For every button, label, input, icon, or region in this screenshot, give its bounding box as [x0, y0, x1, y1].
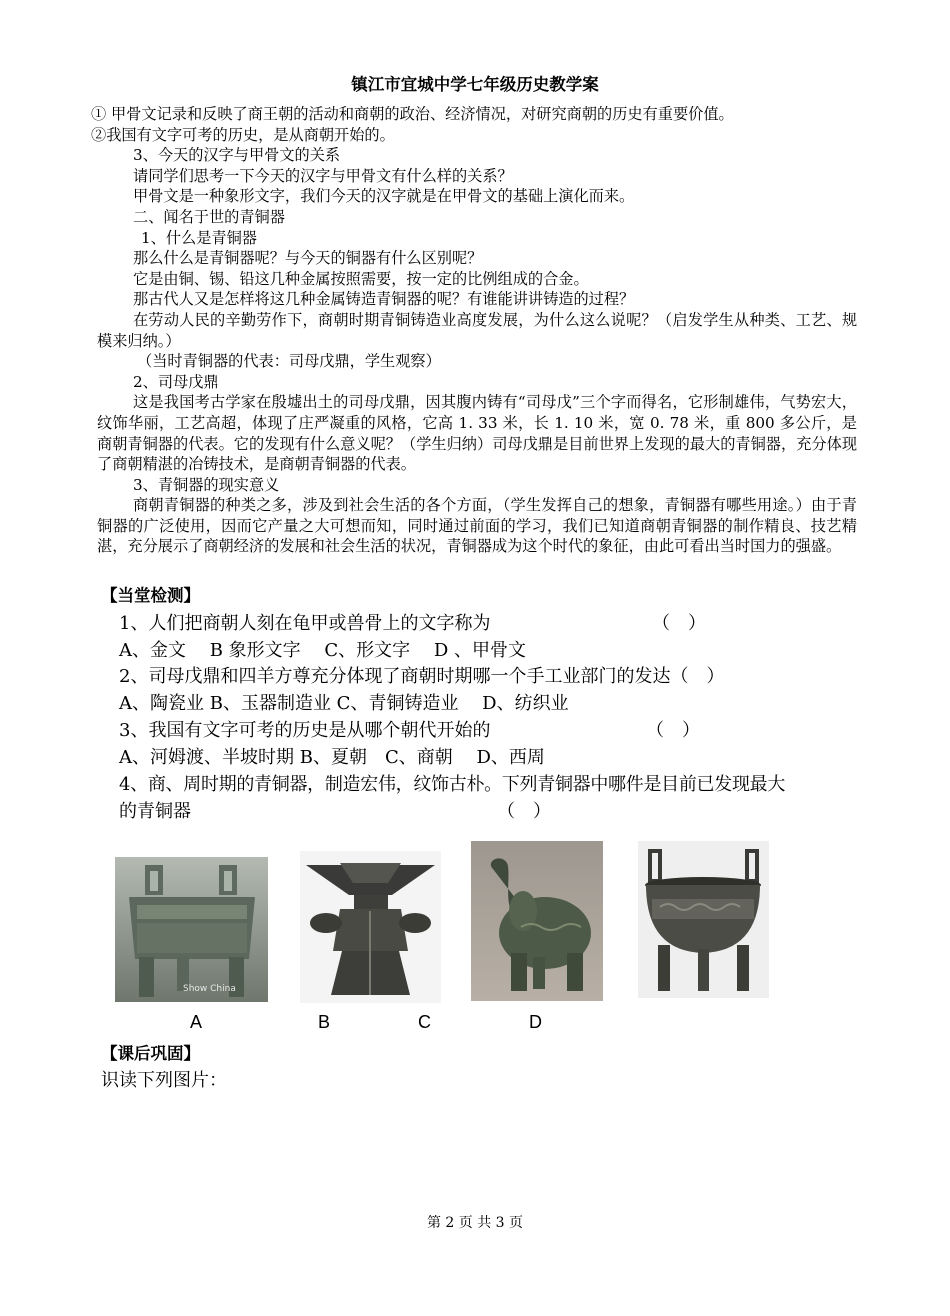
body-paragraph: 在劳动人民的辛勤劳作下，商朝时期青铜铸造业高度发展，为什么这么说呢？（启发学生从种类、工艺、规模来归纳。） [97, 310, 857, 350]
body-line: 3、青铜器的现实意义 [133, 475, 280, 494]
answer-paren-1: （ ） [652, 613, 706, 634]
body-line: 那么什么是青铜器呢？与今天的铜器有什么区别呢？ [133, 249, 483, 268]
elephant-zun-picture [471, 841, 603, 1001]
question-1: 1、人们把商朝人刻在龟甲或兽骨上的文字称为 [119, 613, 491, 634]
body-line: 3、今天的汉字与甲骨文的关系 [133, 146, 341, 165]
answer-paren-4: （ ） [497, 801, 551, 822]
round-ding-picture [638, 841, 769, 998]
body-paragraph: 商朝青铜器的种类之多，涉及到社会生活的各个方面，（学生发挥自己的想象，青铜器有哪些用途。）由于青铜器的广泛使用，因而它产量之大可想而知，同时通过前面的学习，我们已知道商朝青铜器的制作精良、技艺精湛，充分展示了商朝经济的发展和社会生活的状况，青铜器成为这个时代的象征，由此可看出当时国力的强盛。 [97, 496, 857, 556]
body-paragraph: 这是我国考古学家在殷墟出土的司母戊鼎，因其腹内铸有“司母戊”三个字而得名，它形制雄伟，气势宏大，纹饰华丽，工艺高超，体现了庄严凝重的风格，它高 1. 33 米，长 1. 10 米，宽 0. 78 米，重 800 多公斤，是商朝青铜器的代表。它的发现有什么意义呢？（学生归纳）司母戊鼎是目前世界上发现的最大的青铜器，充分体现了商朝精湛的冶铸技术，是商朝青铜器的代表。 [97, 393, 857, 474]
lesson-body [91, 104, 857, 557]
question-1-options: A、金文 B 象形文字 C、形文字 D 、甲骨文 [119, 640, 527, 661]
bronze-image-c [471, 841, 603, 1001]
body-line: 那古代人又是怎样将这几种金属铸造青铜器的呢？有谁能讲讲铸造的过程？ [133, 290, 635, 309]
question-2-options: A、陶瓷业 B、玉器制造业 C、青铜铸造业 D、纺织业 [119, 693, 569, 714]
question-4: 4、商、周时期的青铜器，制造宏伟，纹饰古朴。下列青铜器中哪件是目前已发现最大 [119, 774, 786, 795]
bronze-image-d [638, 841, 769, 998]
image-label-a: A [190, 1012, 203, 1032]
body-line: 请同学们思考一下今天的汉字与甲骨文有什么样的关系？ [133, 166, 513, 185]
body-line: ① 甲骨文记录和反映了商王朝的活动和商朝的政治、经济情况，对研究商朝的历史有重要价值。 [91, 105, 734, 123]
question-4-cont: 的青铜器 [119, 801, 191, 822]
page-title: 镇江市宜城中学七年级历史教学案 [351, 75, 599, 94]
body-line: 它是由铜、锡、铅这几种金属按照需要，按一定的比例组成的合金。 [133, 269, 589, 288]
question-2: 2、司母戊鼎和四羊方尊充分体现了商朝时期哪一个手工业部门的发达（ ） [119, 666, 725, 687]
answer-paren-3: （ ） [646, 720, 700, 741]
image-label-b: B [318, 1012, 331, 1032]
image-label-c: C [418, 1012, 431, 1032]
question-3-options: A、河姆渡、半坡时期 B、夏朝 C、商朝 D、西周 [119, 747, 545, 768]
image-label-d: D [529, 1012, 542, 1032]
question-3: 3、我国有文字可考的历史是从哪个朝代开始的 [119, 720, 491, 741]
square-ding-picture [115, 857, 268, 1002]
body-line: 2、司母戊鼎 [133, 372, 219, 391]
body-line: 二、闻名于世的青铜器 [133, 207, 285, 226]
body-line: ②我国有文字可考的历史，是从商朝开始的。 [91, 125, 395, 144]
body-line: 1、什么是青铜器 [141, 228, 257, 247]
body-line: （当时青铜器的代表：司母戊鼎，学生观察） [137, 352, 441, 371]
quiz-heading: 【当堂检测】 [101, 586, 200, 605]
four-ram-zun-picture [300, 851, 441, 1003]
after-class-text: 识读下列图片： [101, 1070, 227, 1091]
page-footer: 第 2 页 共 3 页 [426, 1215, 524, 1231]
bronze-image-b [300, 851, 441, 1003]
body-line: 甲骨文是一种象形文字，我们今天的汉字就是在甲骨文的基础上演化而来。 [133, 187, 635, 206]
after-class-heading: 【课后巩固】 [101, 1044, 200, 1063]
watermark-text: Show China [183, 984, 236, 994]
bronze-image-a [115, 857, 268, 1002]
